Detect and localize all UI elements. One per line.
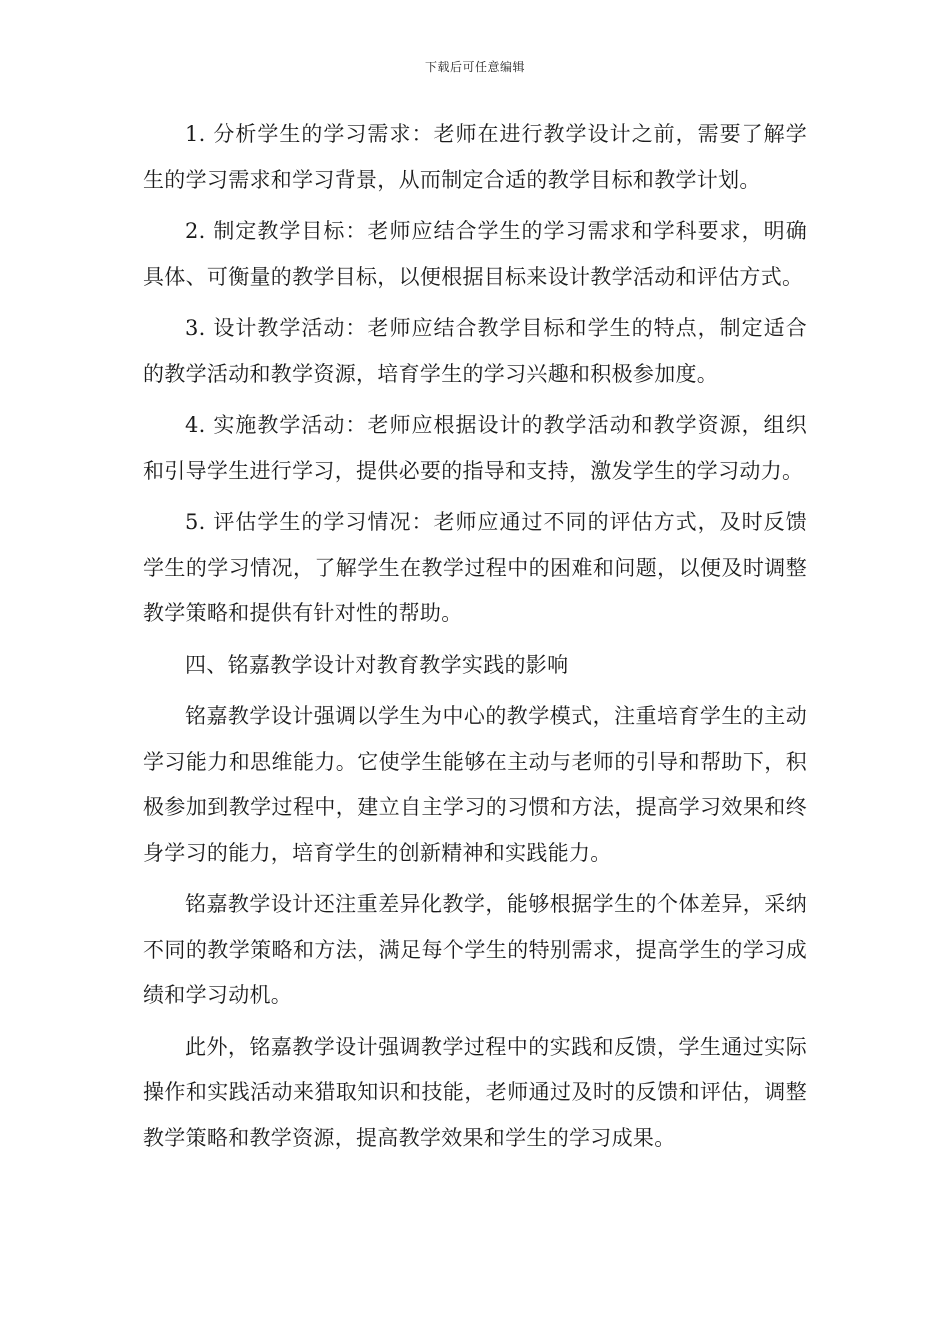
paragraph-impact-1: 铭嘉教学设计强调以学生为中心的教学模式，注重培育学生的主动学习能力和思维能力。它使学生能够在主动与老师的引导和帮助下，积极参加到教学过程中，建立自主学习的习惯和方法，提高学习效果和终身学习的能力，培育学生的创新精神和实践能力。	[143, 704, 807, 865]
paragraph-step-2: 2. 制定教学目标：老师应结合学生的学习需求和学科要求，明确具体、可衡量的教学目标，以便根据目标来设计教学活动和评估方式。	[143, 219, 807, 289]
page-header: 下载后可任意编辑	[424, 60, 525, 74]
document-body	[143, 112, 807, 1167]
paragraph-step-1: 1. 分析学生的学习需求：老师在进行教学设计之前，需要了解学生的学习需求和学习背景，从而制定合适的教学目标和教学计划。	[143, 122, 807, 192]
paragraph-step-5: 5. 评估学生的学习情况：老师应通过不同的评估方式，及时反馈学生的学习情况，了解学生在教学过程中的困难和问题，以便及时调整教学策略和提供有针对性的帮助。	[143, 510, 807, 625]
paragraph-impact-2: 铭嘉教学设计还注重差异化教学，能够根据学生的个体差异，采纳不同的教学策略和方法，满足每个学生的特别需求，提高学生的学习成绩和学习动机。	[143, 892, 807, 1007]
paragraph-step-4: 4. 实施教学活动：老师应根据设计的教学活动和教学资源，组织和引导学生进行学习，提供必要的指导和支持，激发学生的学习动力。	[143, 413, 807, 483]
paragraph-step-3: 3. 设计教学活动：老师应结合教学目标和学生的特点，制定适合的教学活动和教学资源，培育学生的学习兴趣和积极参加度。	[143, 316, 807, 386]
section-heading: 四、铭嘉教学设计对教育教学实践的影响	[185, 652, 569, 677]
paragraph-impact-3: 此外，铭嘉教学设计强调教学过程中的实践和反馈，学生通过实际操作和实践活动来猎取知识和技能，老师通过及时的反馈和评估，调整教学策略和教学资源，提高教学效果和学生的学习成果。	[143, 1034, 807, 1150]
